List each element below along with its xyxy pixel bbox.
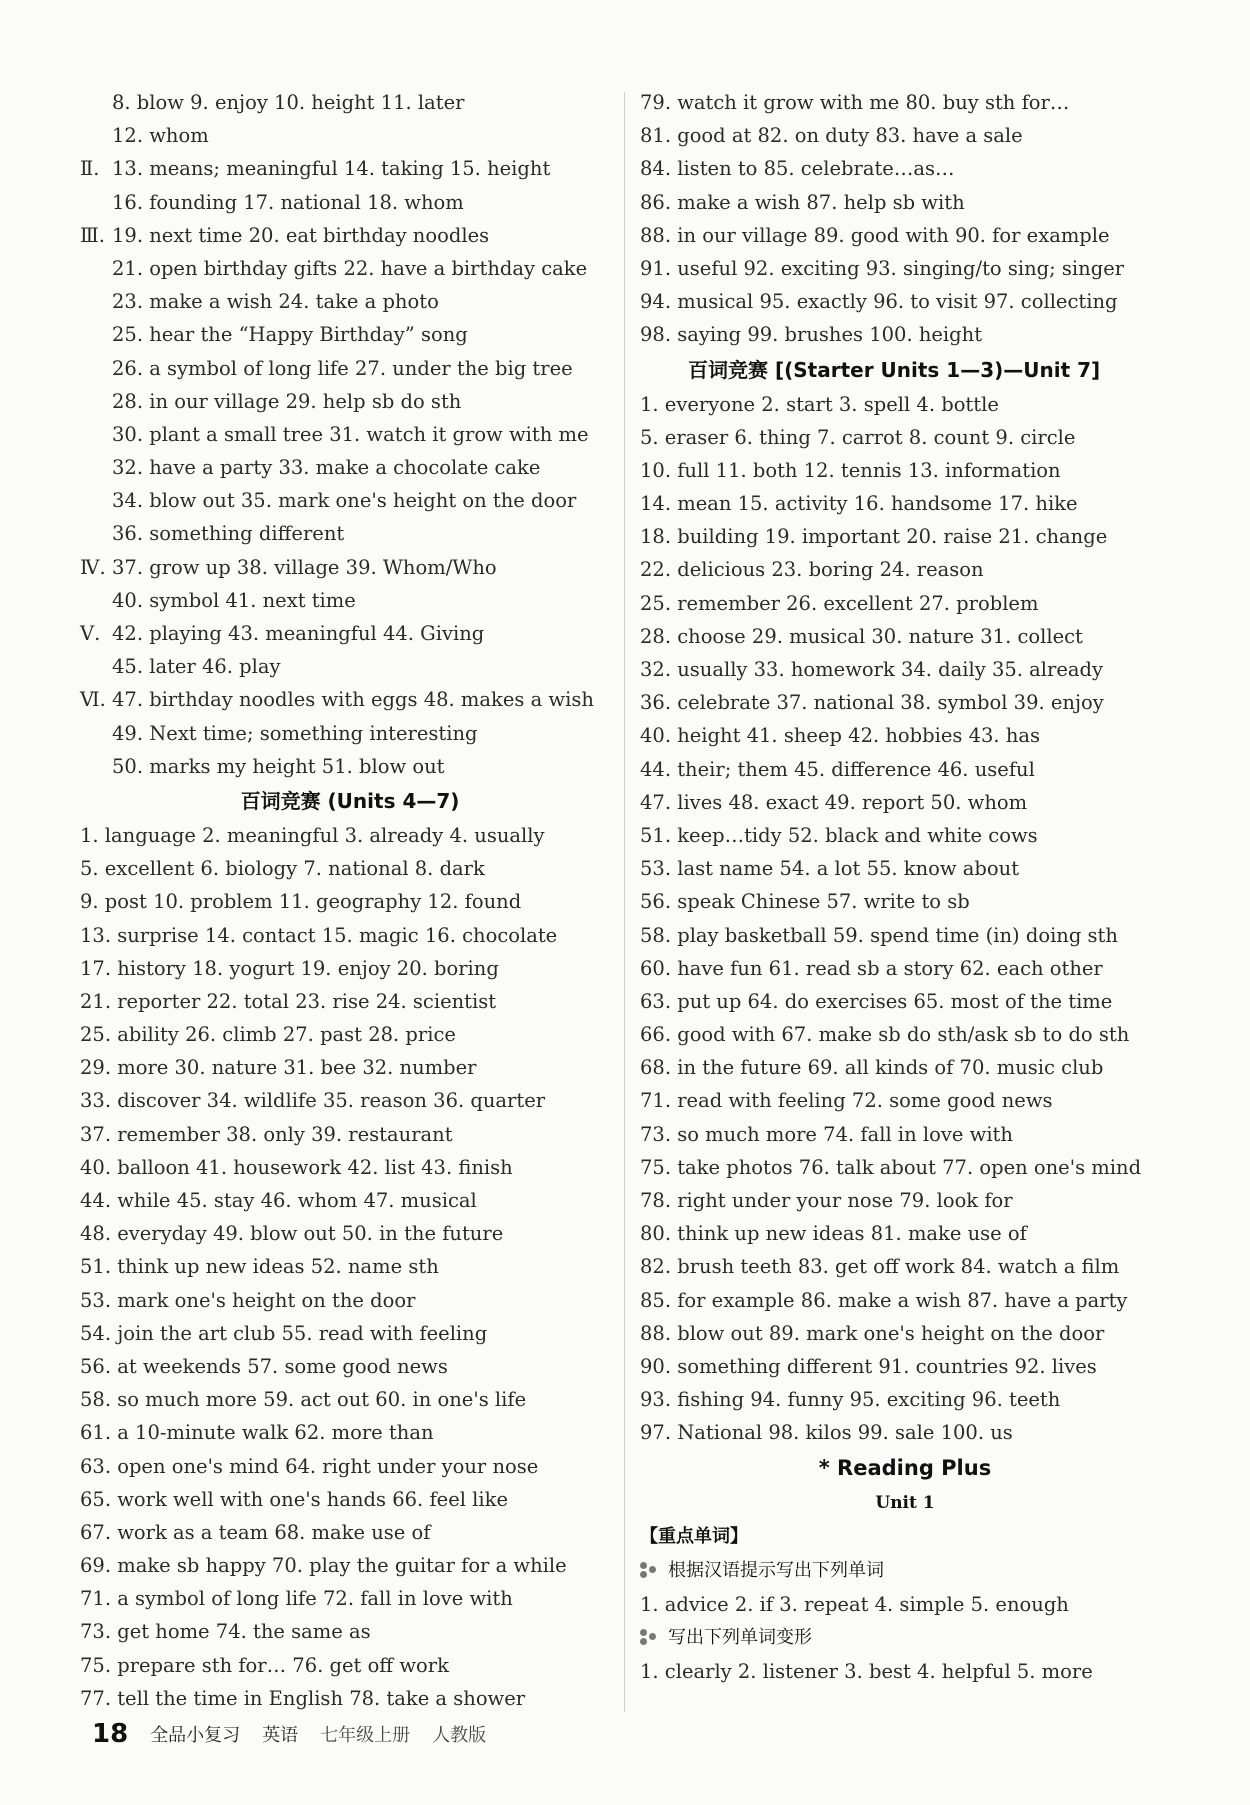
- answer-text: 14. mean 15. activity 16. handsome 17. hike: [640, 492, 1078, 516]
- answer-text: 17. history 18. yogurt 19. enjoy 20. boring: [80, 956, 499, 980]
- answer-line: [80, 1250, 620, 1283]
- answer-line: [80, 650, 620, 683]
- answer-line: [640, 1284, 1170, 1317]
- answer-line: [80, 119, 620, 152]
- answer-text: 77. tell the time in English 78. take a shower: [80, 1686, 526, 1710]
- answer-text: 25. remember 26. excellent 27. problem: [640, 591, 1039, 615]
- answer-line: [80, 352, 620, 385]
- answer-line: [80, 919, 620, 952]
- answer-text: 61. a 10-minute walk 62. more than: [80, 1421, 434, 1445]
- answer-line: [640, 487, 1170, 520]
- section-numeral: [80, 584, 112, 617]
- answer-line: [640, 1588, 1170, 1621]
- answer-text: 23. make a wish 24. take a photo: [112, 290, 439, 314]
- answer-line: [640, 719, 1170, 752]
- answer-text: 81. good at 82. on duty 83. have a sale: [640, 124, 1023, 148]
- answer-line: [80, 1615, 620, 1648]
- section-numeral: [80, 717, 112, 750]
- answer-text: 79. watch it grow with me 80. buy sth for…: [640, 91, 1070, 114]
- exercise-subheading: [640, 1554, 1170, 1588]
- answer-line: [640, 753, 1170, 786]
- answer-text: 88. blow out 89. mark one's height on the door: [640, 1321, 1105, 1345]
- answer-line: [640, 852, 1170, 885]
- answer-text: 13. means; meaningful 14. taking 15. height: [112, 157, 551, 181]
- answer-text: 58. so much more 59. act out 60. in one's life: [80, 1388, 527, 1412]
- answer-line: [640, 620, 1170, 653]
- section-numeral: Ⅲ.: [80, 223, 106, 247]
- subject-label: 英语: [262, 1725, 299, 1746]
- answer-text: 60. have fun 61. read sb a story 62. each other: [640, 956, 1103, 980]
- answer-line: [640, 1018, 1170, 1051]
- answer-line: [80, 1450, 620, 1483]
- answer-text: 91. useful 92. exciting 93. singing/to sing; singer: [640, 256, 1125, 280]
- answer-line: [80, 1582, 620, 1615]
- section-numeral: Ⅳ.: [80, 555, 106, 579]
- bullet-dots-icon: [640, 1562, 662, 1580]
- section-numeral: [80, 650, 112, 683]
- section-numeral: [80, 451, 112, 484]
- answer-text: 33. discover 34. wildlife 35. reason 36. quarter: [80, 1089, 546, 1113]
- answer-line: [80, 1184, 620, 1217]
- answer-text: 12. whom: [112, 124, 209, 148]
- answer-text: 8. blow 9. enjoy 10. height 11. later: [112, 91, 465, 114]
- answer-line: [80, 717, 620, 750]
- answer-text: 53. mark one's height on the door: [80, 1288, 416, 1312]
- answer-line: [80, 385, 620, 418]
- answer-text: 44. while 45. stay 46. whom 47. musical: [80, 1189, 477, 1212]
- answer-line: [80, 1649, 620, 1682]
- answer-line: [80, 819, 620, 852]
- section-numeral: [80, 352, 112, 385]
- answer-line: [640, 587, 1170, 620]
- answer-text: 82. brush teeth 83. get off work 84. watch a film: [640, 1255, 1120, 1279]
- answer-line: [80, 1118, 620, 1151]
- answer-text: 18. building 19. important 20. raise 21. change: [640, 525, 1108, 549]
- answer-line: [640, 219, 1170, 252]
- answer-text: 53. last name 54. a lot 55. know about: [640, 857, 1020, 881]
- answer-text: 22. delicious 23. boring 24. reason: [640, 558, 984, 582]
- answer-line: [80, 1549, 620, 1582]
- answer-line: [80, 852, 620, 885]
- answer-text: 25. hear the “Happy Birthday” song: [112, 323, 468, 347]
- answer-line: [80, 1217, 620, 1250]
- answer-line: [640, 285, 1170, 318]
- answer-line: [640, 86, 1170, 119]
- answer-text: 30. plant a small tree 31. watch it grow with me: [112, 422, 589, 446]
- answer-text: 28. in our village 29. help sb do sth: [112, 389, 462, 413]
- answer-text: 69. make sb happy 70. play the guitar for a while: [80, 1554, 567, 1578]
- answer-text: 73. get home 74. the same as: [80, 1620, 371, 1644]
- answer-line: [640, 1250, 1170, 1283]
- answer-line: [80, 86, 620, 119]
- answer-text: 86. make a wish 87. help sb with: [640, 190, 965, 214]
- answer-line: [640, 1383, 1170, 1416]
- answer-text: 1. advice 2. if 3. repeat 4. simple 5. enough: [640, 1592, 1069, 1616]
- section-numeral: Ⅴ.: [80, 622, 101, 645]
- answer-line: [80, 985, 620, 1018]
- answer-text: 75. prepare sth for… 76. get off work: [80, 1653, 449, 1677]
- answer-line: [80, 750, 620, 783]
- answer-text: 78. right under your nose 79. look for: [640, 1189, 1013, 1212]
- edition-label: 人教版: [432, 1725, 487, 1746]
- answer-text: 48. everyday 49. blow out 50. in the future: [80, 1222, 504, 1246]
- answer-text: 42. playing 43. meaningful 44. Giving: [112, 622, 485, 645]
- answer-text: 25. ability 26. climb 27. past 28. price: [80, 1023, 456, 1047]
- answer-text: 44. their; them 45. difference 46. useful: [640, 757, 1035, 781]
- section-numeral: [80, 285, 112, 318]
- page-number: 18: [92, 1719, 129, 1749]
- subheading-text: 根据汉语提示写出下列单词: [668, 1559, 884, 1581]
- section-numeral: Ⅱ.: [80, 157, 100, 181]
- answer-line: [80, 1483, 620, 1516]
- answer-line: [640, 952, 1170, 985]
- answer-line: [640, 1151, 1170, 1184]
- section-numeral: [80, 318, 112, 351]
- answer-text: 50. marks my height 51. blow out: [112, 754, 445, 778]
- answer-line: [80, 1682, 620, 1715]
- series-title: 全品小复习: [150, 1725, 241, 1746]
- answer-text: 75. take photos 76. talk about 77. open one's mind: [640, 1155, 1142, 1179]
- answer-line: [640, 653, 1170, 686]
- grade-label: 七年级上册: [320, 1725, 411, 1746]
- answer-line: [80, 952, 620, 985]
- answer-line: [640, 919, 1170, 952]
- answer-line: [80, 584, 620, 617]
- answer-line: [80, 1317, 620, 1350]
- answer-line: [640, 1317, 1170, 1350]
- answer-line: [80, 1151, 620, 1184]
- answer-text: 28. choose 29. musical 30. nature 31. collect: [640, 624, 1083, 648]
- answer-line: [640, 985, 1170, 1018]
- answer-line: [640, 885, 1170, 918]
- answer-line: [640, 454, 1170, 487]
- answer-text: 36. celebrate 37. national 38. symbol 39. enjoy: [640, 691, 1104, 715]
- answer-text: 45. later 46. play: [112, 655, 281, 679]
- answer-text: 40. height 41. sheep 42. hobbies 43. has: [640, 724, 1041, 748]
- answer-line: [80, 885, 620, 918]
- answer-line: [80, 318, 620, 351]
- answer-text: 5. eraser 6. thing 7. carrot 8. count 9. circle: [640, 425, 1076, 449]
- answer-text: 51. keep…tidy 52. black and white cows: [640, 823, 1038, 847]
- section-numeral: [80, 252, 112, 285]
- answer-text: 90. something different 91. countries 92. lives: [640, 1354, 1097, 1378]
- column-divider: [624, 92, 625, 1712]
- section-numeral: [80, 517, 112, 550]
- answer-line: [80, 1284, 620, 1317]
- answer-text: 37. remember 38. only 39. restaurant: [80, 1122, 453, 1146]
- answer-text: 19. next time 20. eat birthday noodles: [112, 223, 490, 247]
- answer-text: 88. in our village 89. good with 90. for example: [640, 223, 1110, 247]
- left-column: [80, 86, 620, 1715]
- answer-line: [80, 186, 620, 219]
- answer-text: 71. a symbol of long life 72. fall in love with: [80, 1587, 513, 1611]
- section-numeral: [80, 119, 112, 152]
- answer-line: [640, 421, 1170, 454]
- answer-text: 32. usually 33. homework 34. daily 35. already: [640, 658, 1104, 681]
- answer-text: 71. read with feeling 72. some good news: [640, 1089, 1053, 1113]
- answer-text: 16. founding 17. national 18. whom: [112, 190, 464, 214]
- answer-line: [640, 1217, 1170, 1250]
- section-numeral: [80, 186, 112, 219]
- key-words-heading: 【重点单词】: [640, 1525, 748, 1547]
- answer-line: [640, 553, 1170, 586]
- answer-line: [80, 252, 620, 285]
- answer-text: 66. good with 67. make sb do sth/ask sb to do sth: [640, 1023, 1130, 1047]
- answer-text: 51. think up new ideas 52. name sth: [80, 1255, 439, 1279]
- answer-line: [640, 152, 1170, 185]
- section-heading: 百词竞赛 [(Starter Units 1—3)—Unit 7]: [688, 357, 1101, 382]
- subheading-text: 写出下列单词变形: [668, 1626, 812, 1648]
- section-numeral: [80, 750, 112, 783]
- answer-text: 47. birthday noodles with eggs 48. makes a wish: [112, 688, 594, 712]
- answer-line: [640, 1655, 1170, 1688]
- answer-text: 21. reporter 22. total 23. rise 24. scientist: [80, 989, 497, 1013]
- answer-text: 34. blow out 35. mark one's height on the door: [112, 489, 577, 513]
- answer-text: 85. for example 86. make a wish 87. have a party: [640, 1288, 1128, 1312]
- answer-text: 1. clearly 2. listener 3. best 4. helpful 5. more: [640, 1659, 1093, 1683]
- answer-line: [80, 451, 620, 484]
- page-footer: [92, 1714, 486, 1754]
- answer-line: [640, 1084, 1170, 1117]
- answer-text: 80. think up new ideas 81. make use of: [640, 1222, 1027, 1246]
- answer-line: [640, 388, 1170, 421]
- answer-line: [640, 1184, 1170, 1217]
- answer-text: 29. more 30. nature 31. bee 32. number: [80, 1056, 477, 1080]
- section-numeral: [80, 86, 112, 119]
- answer-text: 56. speak Chinese 57. write to sb: [640, 890, 970, 914]
- section-numeral: [80, 484, 112, 517]
- answer-text: 94. musical 95. exactly 96. to visit 97. collecting: [640, 290, 1118, 314]
- answer-line: [80, 1084, 620, 1117]
- answer-line: [80, 285, 620, 318]
- answer-line: [640, 318, 1170, 351]
- answer-line: [80, 551, 620, 584]
- answer-line: [640, 786, 1170, 819]
- answer-line: [80, 1350, 620, 1383]
- section-numeral: [80, 385, 112, 418]
- answer-text: 84. listen to 85. celebrate…as…: [640, 157, 955, 181]
- answer-text: 1. language 2. meaningful 3. already 4. usually: [80, 823, 545, 847]
- answer-text: 1. everyone 2. start 3. spell 4. bottle: [640, 392, 999, 416]
- answer-text: 47. lives 48. exact 49. report 50. whom: [640, 790, 1028, 814]
- answer-line: [640, 1416, 1170, 1449]
- answer-line: [80, 1051, 620, 1084]
- answer-text: 97. National 98. kilos 99. sale 100. us: [640, 1421, 1013, 1445]
- answer-text: 9. post 10. problem 11. geography 12. found: [80, 890, 522, 914]
- answer-text: 13. surprise 14. contact 15. magic 16. chocolate: [80, 923, 558, 947]
- answer-line: [80, 1416, 620, 1449]
- answer-line: [80, 1516, 620, 1549]
- answer-line: [640, 119, 1170, 152]
- answer-text: 40. symbol 41. next time: [112, 588, 356, 612]
- answer-text: 58. play basketball 59. spend time (in) doing sth: [640, 923, 1118, 947]
- answer-text: 32. have a party 33. make a chocolate cake: [112, 456, 541, 480]
- answer-text: 37. grow up 38. village 39. Whom/Who: [112, 555, 497, 579]
- answer-line: [640, 686, 1170, 719]
- answer-text: 49. Next time; something interesting: [112, 721, 478, 745]
- answer-text: 56. at weekends 57. some good news: [80, 1354, 448, 1378]
- answer-text: 63. put up 64. do exercises 65. most of the time: [640, 989, 1113, 1013]
- answer-line: [80, 683, 620, 716]
- answer-text: 73. so much more 74. fall in love with: [640, 1122, 1013, 1146]
- answer-text: 67. work as a team 68. make use of: [80, 1520, 431, 1544]
- answer-text: 36. something different: [112, 522, 345, 546]
- exercise-subheading: [640, 1621, 1170, 1655]
- answer-text: 5. excellent 6. biology 7. national 8. dark: [80, 857, 485, 881]
- answer-text: 54. join the art club 55. read with feeling: [80, 1321, 488, 1345]
- answer-line: [80, 219, 620, 252]
- reading-plus-heading: * Reading Plus: [818, 1455, 992, 1480]
- answer-line: [80, 617, 620, 650]
- section-numeral: Ⅵ.: [80, 688, 106, 712]
- answer-text: 63. open one's mind 64. right under your nose: [80, 1454, 539, 1478]
- answer-line: [640, 520, 1170, 553]
- answer-text: 40. balloon 41. housework 42. list 43. finish: [80, 1155, 513, 1179]
- unit-label: Unit 1: [875, 1492, 935, 1513]
- answer-text: 21. open birthday gifts 22. have a birthday cake: [112, 256, 588, 280]
- right-column: [640, 86, 1170, 1688]
- answer-text: 93. fishing 94. funny 95. exciting 96. teeth: [640, 1388, 1061, 1412]
- answer-line: [640, 1118, 1170, 1151]
- answer-text: 26. a symbol of long life 27. under the big tree: [112, 356, 573, 380]
- section-heading: 百词竞赛 (Units 4—7): [240, 788, 460, 813]
- section-numeral: [80, 418, 112, 451]
- answer-line: [640, 186, 1170, 219]
- answer-line: [80, 1383, 620, 1416]
- answer-text: 65. work well with one's hands 66. feel like: [80, 1487, 509, 1511]
- answer-line: [80, 418, 620, 451]
- answer-line: [80, 152, 620, 185]
- bullet-dots-icon: [640, 1629, 662, 1647]
- answer-text: 10. full 11. both 12. tennis 13. information: [640, 458, 1061, 482]
- answer-line: [640, 1051, 1170, 1084]
- answer-text: 98. saying 99. brushes 100. height: [640, 323, 983, 347]
- answer-line: [80, 484, 620, 517]
- answer-line: [640, 819, 1170, 852]
- answer-line: [80, 517, 620, 550]
- answer-line: [640, 1350, 1170, 1383]
- answer-text: 68. in the future 69. all kinds of 70. music club: [640, 1056, 1104, 1080]
- answer-line: [640, 252, 1170, 285]
- answer-line: [80, 1018, 620, 1051]
